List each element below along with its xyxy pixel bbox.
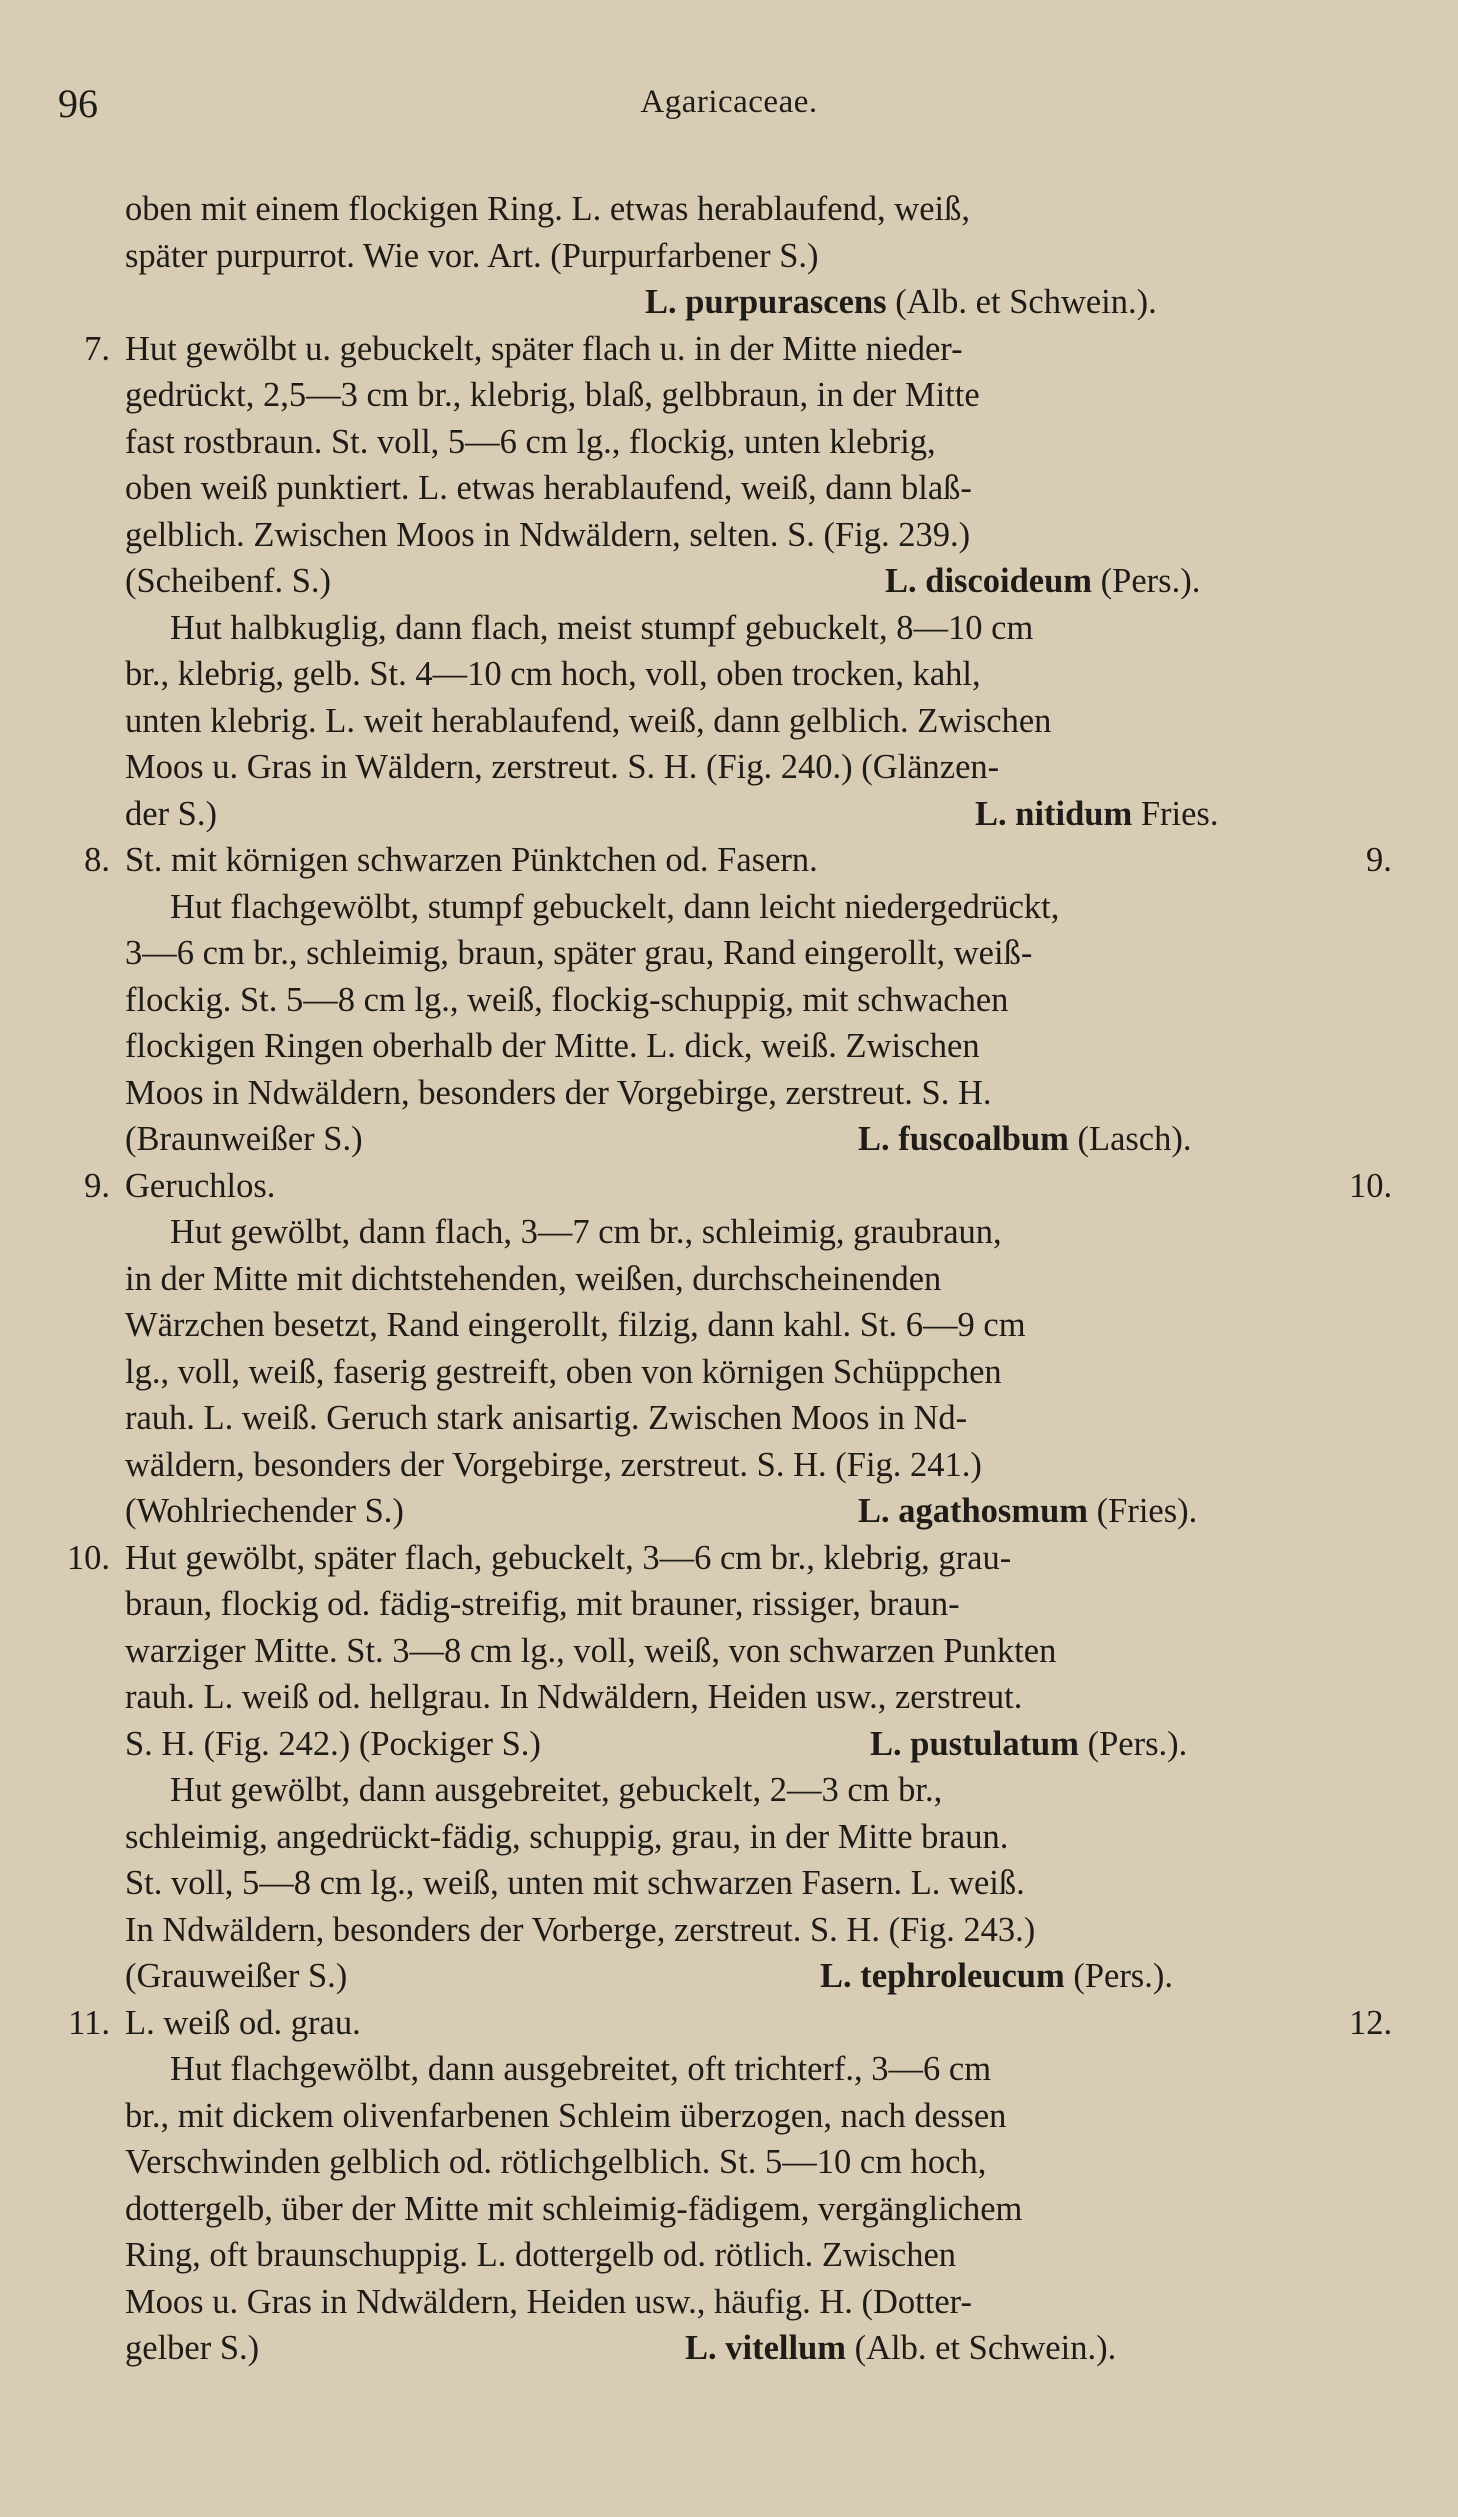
text-line — [0, 2000, 1458, 2047]
line-text — [125, 1535, 1011, 1582]
text-line — [0, 977, 1458, 1024]
text-line — [0, 2046, 1458, 2093]
text-segment: in der Mitte mit dichtstehenden, weißen, durchscheinenden — [125, 1259, 942, 1298]
text-line — [0, 1023, 1458, 1070]
line-text — [125, 2186, 1022, 2233]
line-text — [125, 791, 217, 838]
text-segment: (Pers.). — [1079, 1724, 1188, 1763]
text-segment: L. weiß od. grau. — [125, 2003, 361, 2042]
species-citation — [685, 2325, 1116, 2372]
species-citation — [858, 1488, 1197, 1535]
line-text — [125, 1628, 1056, 1675]
text-segment: St. mit körnigen schwarzen Pünktchen od. Fasern. — [125, 841, 818, 879]
running-title: Agaricaceae. — [640, 84, 818, 120]
species-citation — [820, 1953, 1173, 2000]
text-line — [0, 1581, 1458, 1628]
text-segment: (Wohlriechender S.) — [125, 1492, 404, 1530]
line-text — [125, 2279, 972, 2326]
line-text — [125, 1860, 1025, 1907]
text-line — [0, 279, 1458, 326]
text-segment: 3—6 cm br., schleimig, braun, später grau, Rand eingerollt, weiß- — [125, 934, 1033, 972]
text-segment: (Pers.). — [1064, 1957, 1173, 1995]
text-segment: oben mit einem flockigen Ring. L. etwas herablaufend, weiß, — [125, 190, 970, 228]
line-text — [645, 279, 1157, 326]
line-text — [125, 1488, 404, 1535]
text-line — [0, 1488, 1458, 1535]
line-text — [125, 1116, 363, 1163]
line-text — [125, 651, 981, 698]
text-segment: Wärzchen besetzt, Rand eingerollt, filzig, dann kahl. St. 6—9 cm — [125, 1306, 1026, 1344]
text-line — [0, 2093, 1458, 2140]
text-line — [0, 1302, 1458, 1349]
text-segment: Geruchlos. — [125, 1166, 276, 1205]
text-line — [0, 1535, 1458, 1582]
text-line — [0, 2186, 1458, 2233]
line-text — [125, 465, 972, 512]
key-reference: 12. — [1349, 2003, 1393, 2042]
text-segment: Moos u. Gras in Wäldern, zerstreut. S. H. (Fig. 240.) (Glänzen- — [125, 748, 1000, 786]
text-segment: (Grauweißer S.) — [125, 1957, 348, 1995]
text-segment: Moos u. Gras in Ndwäldern, Heiden usw., häufig. H. (Dotter- — [125, 2282, 972, 2321]
text-line — [0, 2139, 1458, 2186]
text-line — [0, 1674, 1458, 1721]
text-segment: (Fries). — [1088, 1492, 1198, 1530]
text-line — [0, 465, 1458, 512]
text-line — [0, 186, 1458, 233]
text-segment: dottergelb, über der Mitte mit schleimig-fädigem, vergänglichem — [125, 2189, 1023, 2228]
text-line — [0, 884, 1458, 931]
key-number: 9. — [84, 1166, 110, 1205]
species-name: L. pustulatum — [870, 1724, 1079, 1763]
page-header — [0, 80, 1458, 136]
line-text — [170, 1767, 942, 1814]
line-text — [170, 1209, 1002, 1256]
text-line — [0, 1860, 1458, 1907]
text-line — [0, 326, 1458, 373]
text-segment: Hut flachgewölbt, stumpf gebuckelt, dann leicht niedergedrückt, — [170, 887, 1060, 926]
line-text — [125, 2325, 259, 2372]
text-line — [0, 233, 1458, 280]
text-segment: braun, flockig od. fädig-streifig, mit brauner, rissiger, braun- — [125, 1585, 960, 1623]
text-line — [0, 419, 1458, 466]
text-line — [0, 1953, 1458, 2000]
text-line — [0, 1442, 1458, 1489]
text-segment: (Pers.). — [1092, 562, 1201, 600]
species-name: L. fuscoalbum — [858, 1120, 1069, 1158]
line-text — [125, 1907, 1035, 1954]
text-segment: Hut flachgewölbt, dann ausgebreitet, oft trichterf., 3—6 cm — [170, 2050, 992, 2088]
key-reference: 10. — [1349, 1166, 1393, 1205]
line-text — [125, 2232, 956, 2279]
species-citation — [885, 558, 1200, 605]
text-line — [0, 1721, 1458, 1768]
species-name: L. purpurascens — [645, 283, 887, 321]
text-segment: oben weiß punktiert. L. etwas herablaufend, weiß, dann blaß- — [125, 469, 972, 507]
text-segment: flockigen Ringen oberhalb der Mitte. L. dick, weiß. Zwischen — [125, 1027, 980, 1065]
text-line — [0, 1814, 1458, 1861]
text-line — [0, 744, 1458, 791]
line-text — [125, 419, 936, 466]
text-segment: fast rostbraun. St. voll, 5—6 cm lg., flockig, unten klebrig, — [125, 422, 936, 461]
text-line — [0, 1116, 1458, 1163]
text-segment: rauh. L. weiß od. hellgrau. In Ndwäldern, Heiden usw., zerstreut. — [125, 1678, 1023, 1716]
text-segment: (Scheibenf. S.) — [125, 562, 331, 600]
text-segment: St. voll, 5—8 cm lg., weiß, unten mit schwarzen Fasern. L. weiß. — [125, 1864, 1025, 1902]
line-text — [125, 326, 963, 373]
page-number: 96 — [58, 81, 98, 126]
text-segment: wäldern, besonders der Vorgebirge, zerstreut. S. H. (Fig. 241.) — [125, 1445, 982, 1484]
line-text — [170, 2046, 991, 2093]
text-line — [0, 372, 1458, 419]
key-reference: 9. — [1366, 841, 1392, 879]
line-text — [125, 1256, 941, 1303]
text-line — [0, 837, 1458, 884]
text-segment: gedrückt, 2,5—3 cm br., klebrig, blaß, gelbbraun, in der Mitte — [125, 376, 980, 414]
text-line — [0, 651, 1458, 698]
text-segment: Verschwinden gelblich od. rötlichgelblich. St. 5—10 cm hoch, — [125, 2143, 987, 2181]
text-segment: br., klebrig, gelb. St. 4—10 cm hoch, voll, oben trocken, kahl, — [125, 655, 981, 693]
text-line — [0, 558, 1458, 605]
text-line — [0, 1163, 1458, 1210]
species-name: L. vitellum — [685, 2329, 846, 2367]
line-text — [125, 233, 819, 280]
text-segment: (Braunweißer S.) — [125, 1120, 363, 1158]
text-line — [0, 2325, 1458, 2372]
line-text — [125, 2000, 361, 2047]
key-number: 7. — [84, 329, 110, 368]
line-text — [125, 1023, 980, 1070]
line-text — [125, 1442, 982, 1489]
text-segment: flockig. St. 5—8 cm lg., weiß, flockig-schuppig, mit schwachen — [125, 980, 1009, 1019]
line-text — [170, 884, 1059, 931]
species-citation — [870, 1721, 1187, 1768]
line-text — [125, 2093, 1006, 2140]
species-name: L. nitidum — [975, 794, 1133, 833]
key-number: 10. — [66, 1538, 110, 1577]
text-segment: warziger Mitte. St. 3—8 cm lg., voll, weiß, von schwarzen Punkten — [125, 1631, 1057, 1670]
text-line — [0, 930, 1458, 977]
text-segment: rauh. L. weiß. Geruch stark anisartig. Zwischen Moos in Nd- — [125, 1399, 968, 1437]
line-text — [170, 605, 1033, 652]
text-segment: (Lasch). — [1068, 1120, 1192, 1158]
text-line — [0, 1209, 1458, 1256]
text-segment: gelber S.) — [125, 2329, 260, 2367]
text-line — [0, 1256, 1458, 1303]
species-name: L. discoideum — [885, 562, 1093, 600]
text-segment: unten klebrig. L. weit herablaufend, weiß, dann gelblich. Zwischen — [125, 701, 1052, 740]
body-text — [0, 186, 1458, 2372]
line-text — [125, 837, 818, 884]
species-name: L. tephroleucum — [820, 1957, 1065, 1995]
key-number: 11. — [68, 2003, 110, 2042]
text-segment: lg., voll, weiß, faserig gestreift, oben von körnigen Schüppchen — [125, 1352, 1002, 1391]
text-segment: (Alb. et Schwein.). — [846, 2329, 1117, 2367]
line-text — [125, 2139, 986, 2186]
text-line — [0, 1628, 1458, 1675]
text-line — [0, 605, 1458, 652]
text-segment: Ring, oft braunschuppig. L. dottergelb od. rötlich. Zwischen — [125, 2236, 957, 2274]
line-text — [125, 930, 1032, 977]
line-text — [125, 744, 999, 791]
key-number: 8. — [84, 841, 110, 879]
text-segment: Fries. — [1132, 794, 1219, 833]
line-text — [125, 1163, 275, 1210]
line-text — [125, 1349, 1002, 1396]
text-line — [0, 1767, 1458, 1814]
text-line — [0, 1907, 1458, 1954]
text-segment: (Alb. et Schwein.). — [886, 283, 1157, 321]
text-segment: der S.) — [125, 794, 217, 833]
text-line — [0, 2279, 1458, 2326]
line-text — [125, 372, 980, 419]
text-segment: gelblich. Zwischen Moos in Ndwäldern, selten. S. (Fig. 239.) — [125, 515, 971, 554]
line-text — [125, 186, 970, 233]
text-segment: In Ndwäldern, besonders der Vorberge, zerstreut. S. H. (Fig. 243.) — [125, 1910, 1036, 1949]
text-segment: S. H. (Fig. 242.) (Pockiger S.) — [125, 1724, 541, 1763]
text-line — [0, 2232, 1458, 2279]
species-citation — [858, 1116, 1191, 1163]
line-text — [125, 1581, 960, 1628]
text-segment: später purpurrot. Wie vor. Art. (Purpurfarbener S.) — [125, 236, 819, 275]
text-line — [0, 1395, 1458, 1442]
line-text — [125, 512, 970, 559]
line-text — [125, 1070, 992, 1117]
text-segment: Hut gewölbt, dann flach, 3—7 cm br., schleimig, graubraun, — [170, 1213, 1002, 1251]
text-segment: schleimig, angedrückt-fädig, schuppig, grau, in der Mitte braun. — [125, 1817, 1009, 1856]
species-name: L. agathosmum — [858, 1492, 1089, 1530]
text-segment: Hut halbkuglig, dann flach, meist stumpf gebuckelt, 8—10 cm — [170, 608, 1034, 647]
text-segment: Hut gewölbt u. gebuckelt, später flach u. in der Mitte nieder- — [125, 329, 963, 368]
text-line — [0, 791, 1458, 838]
species-citation — [975, 791, 1218, 838]
line-text — [125, 1302, 1026, 1349]
text-line — [0, 1070, 1458, 1117]
text-segment: Hut gewölbt, später flach, gebuckelt, 3—6 cm br., klebrig, grau- — [125, 1538, 1012, 1577]
text-segment: Moos in Ndwäldern, besonders der Vorgebirge, zerstreut. S. H. — [125, 1073, 992, 1112]
line-text — [125, 1721, 541, 1768]
line-text — [125, 1395, 967, 1442]
line-text — [125, 558, 331, 605]
text-line — [0, 698, 1458, 745]
line-text — [125, 1814, 1008, 1861]
line-text — [125, 977, 1008, 1024]
text-segment: br., mit dickem olivenfarbenen Schleim überzogen, nach dessen — [125, 2096, 1007, 2135]
text-line — [0, 512, 1458, 559]
line-text — [125, 1674, 1022, 1721]
line-text — [125, 698, 1051, 745]
line-text — [125, 1953, 347, 2000]
text-segment: Hut gewölbt, dann ausgebreitet, gebuckelt, 2—3 cm br., — [170, 1771, 943, 1809]
text-line — [0, 1349, 1458, 1396]
